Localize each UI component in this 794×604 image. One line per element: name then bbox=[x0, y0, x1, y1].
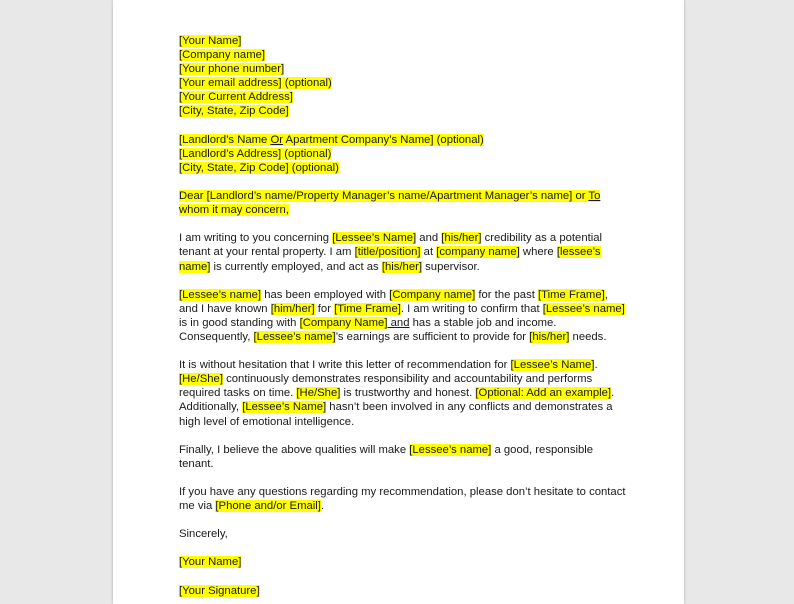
paragraph-intro: I am writing to you concerning [Lessee’s Name] and [his/her] credibility as a potential tenant at your rental property. I am [title/position] at [company name] where [lessee’s name] is currently employed, and act as [his/her] supervisor. bbox=[179, 232, 603, 273]
paragraph-contact: If you have any questions regarding my recommendation, please don’t hesitate to contact me via [Phone and/or Email]. bbox=[179, 486, 626, 513]
sender-address[interactable]: [Your Current Address] bbox=[179, 91, 293, 104]
recipient-address[interactable]: [Landlord’s Address] (optional) bbox=[179, 147, 332, 160]
paragraph-conclusion: Finally, I believe the above qualities will make [Lessee’s name] a good, responsible tenant. bbox=[179, 443, 594, 470]
signoff-name-line bbox=[179, 555, 629, 569]
document-page bbox=[113, 0, 684, 604]
sender-email[interactable]: [Your email address] (optional) bbox=[179, 77, 332, 90]
sender-city[interactable]: [City, State, Zip Code] bbox=[179, 105, 289, 118]
sender-name[interactable]: [Your Name] bbox=[179, 35, 242, 47]
signature-line bbox=[179, 584, 629, 598]
signature[interactable]: [Your Signature] bbox=[179, 584, 260, 597]
recipient-city[interactable]: [City, State, Zip Code] (optional) bbox=[179, 161, 339, 174]
paragraph-recommendation: It is without hesitation that I write this letter of recommendation for [Lessee’s Name]. [He/She] continuously demonstrates responsibility and accountability and performs required tasks on time. [He/She] is trustworthy and honest. [Optional: Add an example]. Additionally, [Lessee’s Name] hasn’t been involved in any conflicts and demonstrates a high level of emotional intelligence. bbox=[179, 359, 615, 428]
signoff-name[interactable]: [Your Name] bbox=[179, 556, 242, 569]
recipient-block bbox=[179, 133, 629, 175]
sender-company[interactable]: [Company name] bbox=[179, 49, 266, 62]
letter-body bbox=[179, 34, 629, 604]
recipient-name[interactable]: [Landlord’s Name Or Apartment Company’s Name] (optional) bbox=[179, 133, 484, 146]
sender-phone[interactable]: [Your phone number] bbox=[179, 63, 285, 76]
sender-block bbox=[179, 34, 629, 119]
paragraph-employment: [Lessee’s name] has been employed with [Company name] for the past [Time Frame], and I have known [him/her] for [Time Frame]. I am writing to confirm that [Lessee’s name] is in good standing with [Company Name] and has a stable job and income. Consequently, [Lessee’s name]’s earnings are sufficient to provide for [his/her] needs. bbox=[179, 288, 625, 343]
closing: Sincerely, bbox=[179, 528, 228, 541]
salutation: Dear [Landlord’s name/Property Manager’s name/Apartment Manager’s name] or To whom it may concern, bbox=[179, 190, 601, 217]
